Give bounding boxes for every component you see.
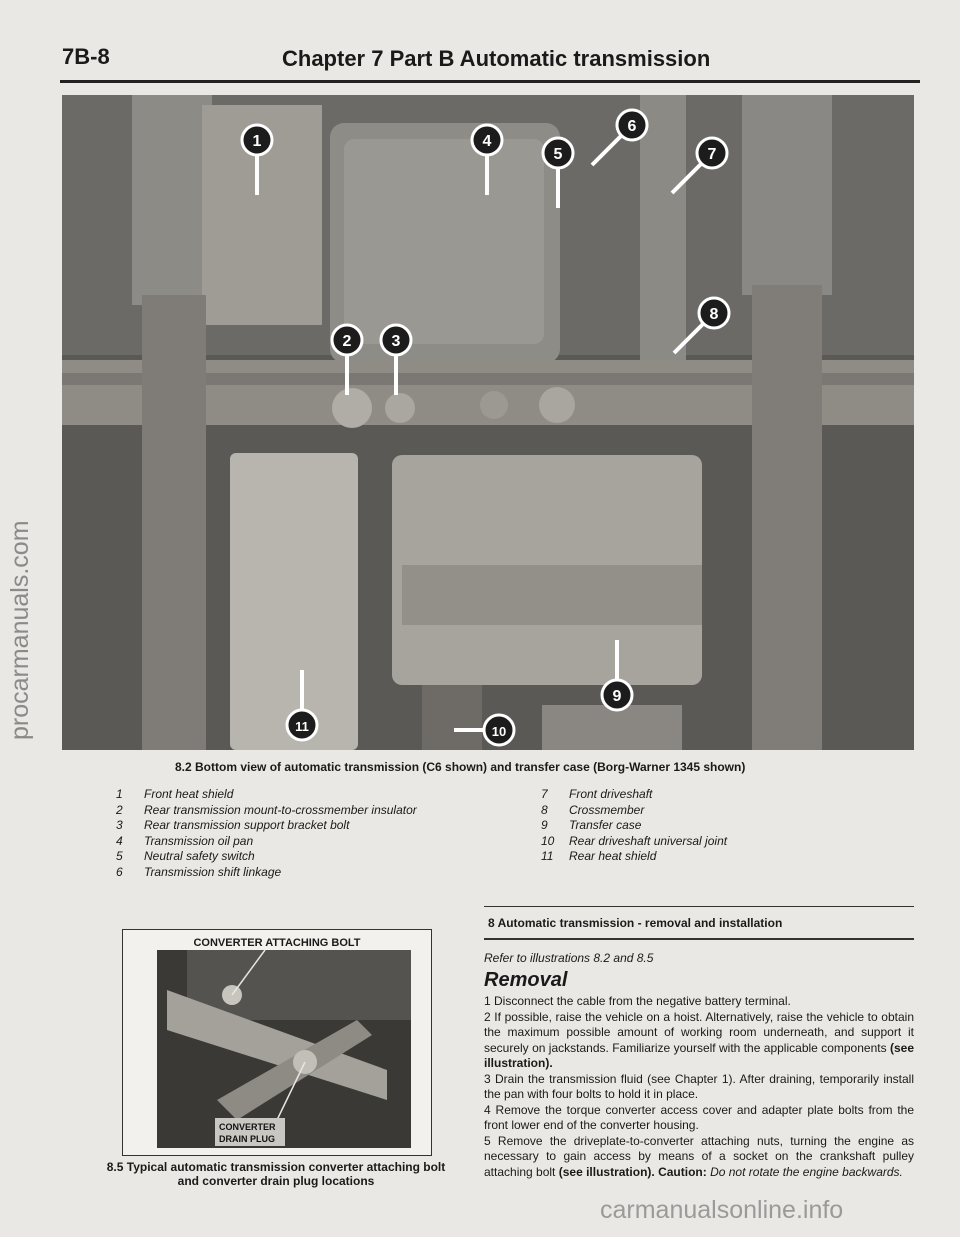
converter-photo-illustration [157,950,411,1148]
legend-num: 3 [116,818,123,832]
callout-number: 3 [391,333,401,350]
legend-num: 8 [541,802,548,817]
section-rule-bottom [484,938,914,940]
legend-item [541,834,727,850]
legend-num: 1 [116,787,123,801]
caption-line: and converter drain plug locations [177,1174,375,1188]
side-watermark: procarmanuals.com [6,520,34,740]
legend-text: Rear heat shield [569,849,657,863]
legend-num: 2 [116,802,123,817]
step-paragraph [484,1072,914,1103]
legend-item [116,787,417,803]
legend-text: Rear transmission mount-to-crossmember insulator [144,802,417,817]
converter-figure-caption [56,1160,496,1188]
bottom-watermark: carmanualsonline.info [600,1196,844,1224]
legend-item [541,787,727,803]
main-photo [62,95,914,750]
legend-text: Crossmember [569,802,645,817]
step-paragraph [484,1103,914,1134]
legend-item [541,803,727,819]
legend-text: Front driveshaft [569,787,653,801]
legend-item [116,849,417,865]
legend-text: Front heat shield [144,787,234,801]
legend-item [541,818,727,834]
caution-text: Do not rotate the engine backwards. [706,1164,903,1179]
legend-item [541,849,727,865]
main-figure-caption: 8.2 Bottom view of automatic transmission (C6 shown) and transfer case (Borg-Warner 1345 shown) [175,760,746,774]
legend-text: Transmission oil pan [144,833,254,848]
refer-note: Refer to illustrations 8.2 and 8.5 [484,951,654,965]
legend-text: Transmission shift linkage [144,864,282,879]
legend-num: 10 [541,833,555,848]
callout-number: 11 [295,719,309,734]
callout-number: 1 [252,133,262,150]
caution-label: Caution: [658,1164,707,1179]
legend-text: Rear transmission support bracket bolt [144,818,350,832]
section-heading: 8 Automatic transmission - removal and installation [488,916,783,930]
legend-num: 6 [116,864,123,879]
legend-text: Transfer case [569,818,642,832]
callout-number: 5 [553,146,563,163]
step-text: 4 Remove the torque converter access cover and adapter plate bolts from the front lower end of the converter housing. [484,1102,914,1132]
caption-line: 8.5 Typical automatic transmission converter attaching bolt [106,1160,446,1174]
converter-label-line1: CONVERTER [219,1122,276,1132]
callout-number: 4 [482,133,492,150]
legend-num: 4 [116,833,123,848]
section-rule-top [484,906,914,907]
step-text: 2 If possible, raise the vehicle on a hoist. Alternatively, raise the vehicle to obtain the maximum possible amount of working room underneath, and support it securely on jackstands. Familiarize yourself with the applicable components [484,1009,914,1055]
converter-photo [122,929,432,1156]
converter-label-line2: DRAIN PLUG [219,1134,275,1144]
step-paragraph [484,1010,914,1072]
header-rule [60,80,920,83]
legend-text: Neutral safety switch [144,849,255,863]
step-text: 5 Remove the driveplate-to-converter attaching nuts, turning the engine as necessary to gain access by means of a socket on the crankshaft pulley attaching bolt [484,1133,914,1179]
callout-number: 9 [612,688,622,705]
callout-number: 8 [709,306,719,323]
legend-item [116,818,417,834]
page-number: 7B-8 [62,44,110,69]
legend-item [116,803,417,819]
callout-number: 2 [342,333,352,350]
step-text: 1 Disconnect the cable from the negative battery terminal. [484,994,791,1008]
step-reference: (see illustration). [484,1040,914,1070]
legend-text: Rear driveshaft universal joint [569,833,728,848]
legend-item [116,865,417,881]
removal-subheading: Removal [484,969,568,991]
step-text: 3 Drain the transmission fluid (see Chapter 1). After draining, temporarily install the pan with four bolts to hold it in place. [484,1071,914,1101]
removal-steps [484,994,914,1180]
callout-number: 6 [627,118,637,135]
step-paragraph [484,994,914,1010]
legend-item [116,834,417,850]
legend-right [541,787,727,865]
chapter-title: Chapter 7 Part B Automatic transmission [282,46,711,71]
callout-number: 10 [491,724,507,739]
legend-num: 5 [116,849,123,863]
step-paragraph [484,1134,914,1181]
legend-num: 7 [541,787,548,801]
callout-number: 7 [707,146,717,163]
transmission-photo-illustration [62,95,914,750]
step-reference: (see illustration). [558,1164,655,1179]
legend-left [116,787,417,880]
legend-num: 11 [541,849,554,863]
legend-num: 9 [541,818,548,832]
converter-photo-title: CONVERTER ATTACHING BOLT [193,937,361,949]
